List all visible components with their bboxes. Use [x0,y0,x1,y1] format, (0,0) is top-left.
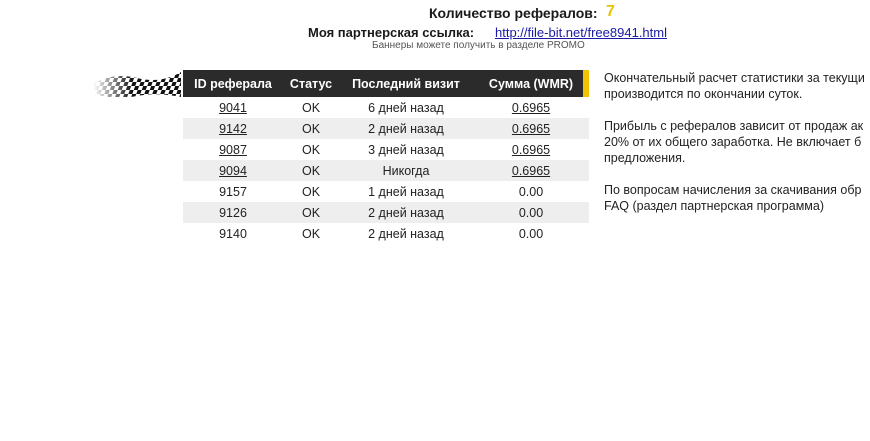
info-line: предложения. [604,151,686,165]
table-row [183,97,589,118]
referral-last-visit: 2 дней назад [368,226,444,241]
column-header-last-visit[interactable]: Последний визит [339,70,473,97]
banner-note: Баннеры можете получить в разделе PROMO [372,40,585,51]
table-row [183,223,589,244]
info-line: По вопросам начисления за скачивания обр [604,183,862,197]
referral-id-link[interactable]: 9094 [219,163,247,178]
referral-sum: 0.00 [473,202,589,223]
referral-id-link[interactable]: 9087 [219,142,247,157]
referral-id: 9140 [219,226,247,241]
referral-count-label: Количество рефералов: [429,5,598,21]
referral-status: OK [301,100,321,115]
referral-sum-link[interactable]: 0.6965 [511,121,551,136]
info-paragraph-profit [604,118,870,166]
referral-id-link[interactable]: 9142 [219,121,247,136]
table-header-row [183,70,589,97]
header-accent-bar [583,70,589,97]
referral-status: OK [301,184,321,199]
referral-sum-link[interactable]: 0.6965 [511,142,551,157]
referral-status: OK [283,202,339,223]
checkered-flag-icon [93,70,181,97]
referral-id: 9126 [183,202,283,223]
referral-last-visit: Никогда [339,160,473,181]
referral-id: 9157 [219,184,247,199]
referral-last-visit: 3 дней назад [368,142,444,157]
info-line: FAQ (раздел партнерская программа) [604,199,825,213]
column-header-sum[interactable]: Сумма (WMR) [473,70,589,97]
referral-status: OK [301,142,321,157]
referral-status: OK [283,118,339,139]
info-line: производится по окончании суток. [604,87,803,101]
referral-count-value: 7 [606,3,615,20]
info-line: Прибыль с рефералов зависит от продаж ак [604,119,864,133]
referral-status: OK [301,226,321,241]
info-paragraph-faq [604,182,870,214]
info-paragraph-stats [604,70,870,102]
info-line: Окончательный расчет статистики за текущи [604,71,865,85]
table-row [183,181,589,202]
referral-sum: 0.00 [518,184,544,199]
referral-last-visit: 6 дней назад [368,100,444,115]
partner-link[interactable]: http://file-bit.net/free8941.html [495,25,667,40]
column-header-id[interactable]: ID реферала [183,70,283,97]
referral-last-visit: 2 дней назад [339,202,473,223]
referral-sum-link[interactable]: 0.6965 [511,100,551,115]
partner-link-label: Моя партнерская ссылка: [308,25,475,40]
referral-last-visit: 2 дней назад [339,118,473,139]
column-header-status[interactable]: Статус [283,70,339,97]
table-row [183,160,589,181]
info-line: 20% от их общего заработка. Не включает б [604,135,862,149]
referral-id-link[interactable]: 9041 [219,100,247,115]
referral-status: OK [283,160,339,181]
info-panel [604,70,870,230]
referral-sum-link[interactable]: 0.6965 [511,163,551,178]
table-row [183,139,589,160]
referral-sum: 0.00 [518,226,544,241]
referrals-table [183,70,589,244]
table-row [183,202,589,223]
referral-last-visit: 1 дней назад [368,184,444,199]
table-row [183,118,589,139]
